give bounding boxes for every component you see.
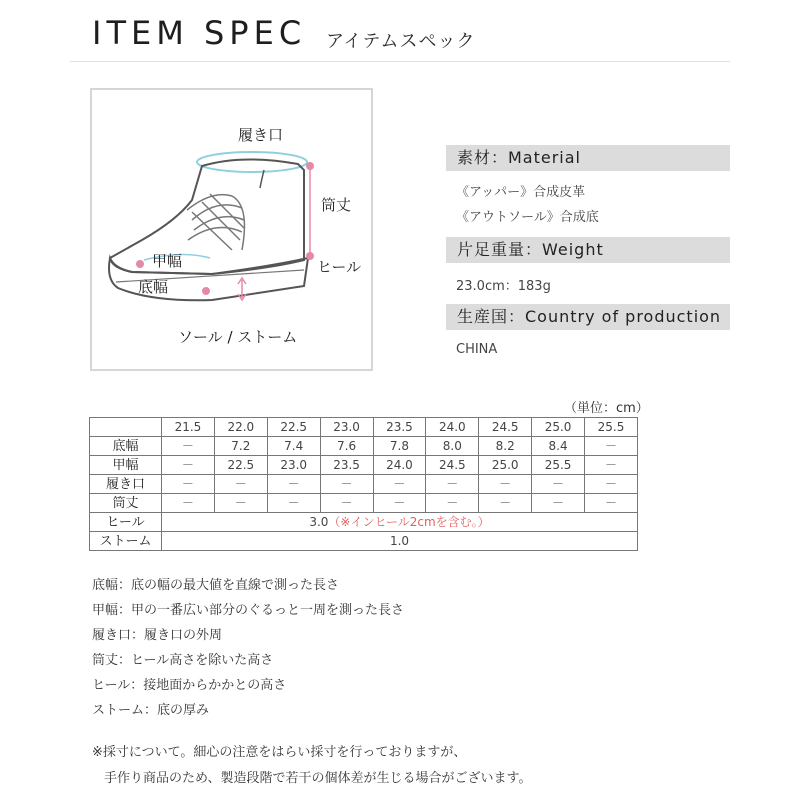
table-cell: － <box>162 494 215 513</box>
note-item: ストーム：底の厚み <box>92 703 210 718</box>
material-heading: 素材：Material <box>446 145 730 171</box>
shoe-diagram <box>90 88 373 371</box>
storm-value: 1.0 <box>162 532 638 551</box>
table-cell: － <box>162 437 215 456</box>
table-cell: － <box>479 494 532 513</box>
label-opening: 履き口 <box>238 126 284 144</box>
note-item: 甲幅：甲の一番広い部分のぐるっと一周を測った長さ <box>92 603 405 618</box>
size-header: 21.5 <box>162 418 215 437</box>
table-cell: － <box>479 475 532 494</box>
note-item: ヒール：接地面からかかとの高さ <box>92 678 287 693</box>
disclaimer-line-2: 手作り商品のため、製造段階で若干の個体差が生じる場合がございます。 <box>104 771 532 786</box>
table-cell: － <box>426 494 479 513</box>
laces <box>187 194 244 250</box>
size-header: 25.5 <box>585 418 638 437</box>
table-cell: － <box>320 475 373 494</box>
table-cell: － <box>585 494 638 513</box>
table-cell: 7.8 <box>373 437 426 456</box>
page-subtitle: アイテムスペック <box>326 31 476 52</box>
table-row <box>90 475 638 494</box>
label-instep: 甲幅 <box>152 252 183 270</box>
note-item: 履き口：履き口の外周 <box>92 628 223 643</box>
size-header: 22.5 <box>267 418 320 437</box>
table-cell: － <box>532 475 585 494</box>
size-table <box>89 417 638 551</box>
table-cell: 23.0 <box>267 456 320 475</box>
table-cell: － <box>320 494 373 513</box>
table-cell: 24.0 <box>373 456 426 475</box>
table-row-storm <box>90 532 638 551</box>
weight-heading: 片足重量：Weight <box>446 237 730 263</box>
table-cell: － <box>585 437 638 456</box>
table-cell: － <box>267 475 320 494</box>
table-cell: 7.6 <box>320 437 373 456</box>
material-outsole: 《アウトソール》合成底 <box>456 210 599 225</box>
size-header: 23.5 <box>373 418 426 437</box>
table-cell: 8.4 <box>532 437 585 456</box>
table-corner-cell <box>90 418 162 437</box>
table-cell: 24.5 <box>426 456 479 475</box>
table-row <box>90 456 638 475</box>
heel-value: 3.0 <box>309 514 329 529</box>
table-cell: － <box>426 475 479 494</box>
weight-value: 23.0cm：183g <box>456 279 551 294</box>
measurement-notes <box>92 576 404 726</box>
table-cell: 7.4 <box>267 437 320 456</box>
table-cell: － <box>373 494 426 513</box>
table-cell: 8.2 <box>479 437 532 456</box>
row-label: ヒール <box>90 513 162 532</box>
size-header: 25.0 <box>532 418 585 437</box>
instep-marker <box>136 260 144 268</box>
header-divider <box>70 61 730 62</box>
label-heel: ヒール <box>317 258 362 276</box>
material-upper: 《アッパー》合成皮革 <box>456 185 586 200</box>
table-row-heel <box>90 513 638 532</box>
label-shaft: 筒丈 <box>321 196 352 214</box>
row-label: ストーム <box>90 532 162 551</box>
table-cell: － <box>585 475 638 494</box>
table-cell: － <box>214 475 267 494</box>
table-row <box>90 494 638 513</box>
heel-note: （※インヒール2cmを含む。） <box>328 514 490 529</box>
table-cell: － <box>267 494 320 513</box>
table-cell: － <box>532 494 585 513</box>
table-cell: － <box>214 494 267 513</box>
table-cell: 25.5 <box>532 456 585 475</box>
heel-value-cell <box>162 513 638 532</box>
table-cell: 25.0 <box>479 456 532 475</box>
table-cell: － <box>162 475 215 494</box>
row-label: 履き口 <box>90 475 162 494</box>
row-label: 甲幅 <box>90 456 162 475</box>
table-cell: － <box>585 456 638 475</box>
size-header: 23.0 <box>320 418 373 437</box>
table-cell: 22.5 <box>214 456 267 475</box>
row-label: 筒丈 <box>90 494 162 513</box>
note-item: 筒丈：ヒール高さを除いた高さ <box>92 653 274 668</box>
origin-value: CHINA <box>456 342 498 357</box>
origin-heading: 生産国：Country of production <box>446 304 730 330</box>
size-header: 24.5 <box>479 418 532 437</box>
table-row <box>90 437 638 456</box>
page-title: ITEM SPEC <box>92 14 307 52</box>
unit-label: （単位：cm） <box>564 401 649 416</box>
disclaimer-line-1: ※採寸について。細心の注意をはらい採寸を行っておりますが、 <box>92 745 467 760</box>
size-header: 24.0 <box>426 418 479 437</box>
note-item: 底幅：底の幅の最大値を直線で測った長さ <box>92 578 340 593</box>
sole-width-marker <box>202 287 210 295</box>
size-header: 22.0 <box>214 418 267 437</box>
table-cell: 8.0 <box>426 437 479 456</box>
table-header-row <box>90 418 638 437</box>
label-sole-width: 底幅 <box>138 278 169 296</box>
row-label: 底幅 <box>90 437 162 456</box>
table-cell: － <box>162 456 215 475</box>
table-cell: 23.5 <box>320 456 373 475</box>
label-sole-storm: ソール / ストーム <box>178 328 298 346</box>
table-cell: － <box>373 475 426 494</box>
table-cell: 7.2 <box>214 437 267 456</box>
